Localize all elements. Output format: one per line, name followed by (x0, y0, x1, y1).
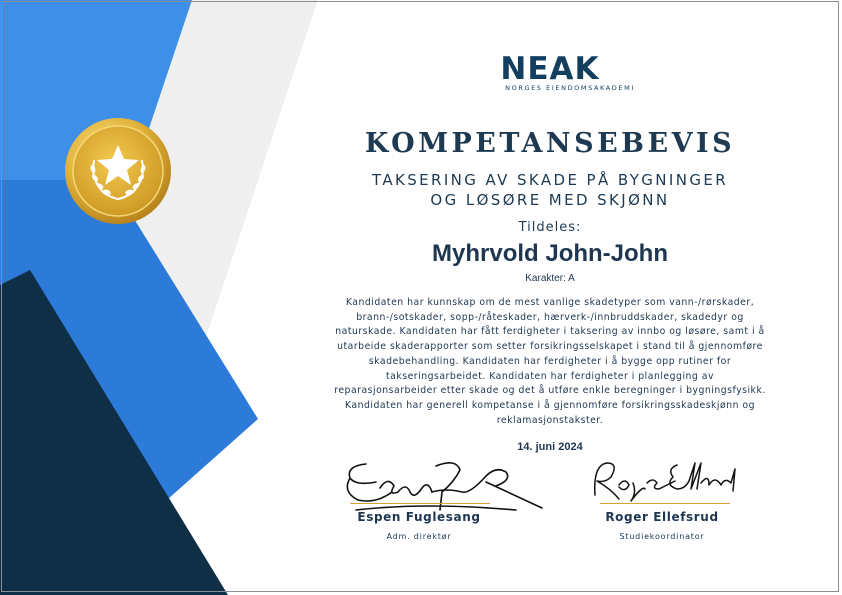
description-line: utarbeide skaderapporter som setter forsikringsselskapet i stand til å gjennomføre (337, 341, 763, 353)
description-line: brann-/sotskader, sopp-/råteskader, hærverk-/innbruddskader, skadedyr og (356, 311, 744, 323)
signature-block (562, 510, 762, 541)
signer-name: Espen Fuglesang (357, 510, 481, 524)
signer-role: Adm. direktør (386, 532, 452, 541)
signature-line (350, 503, 490, 504)
course-title (300, 170, 800, 210)
signature-block (319, 510, 519, 541)
recipient-name: Myhrvold John-John (432, 240, 668, 267)
description-line: takseringsarbeidet. Kandidaten har ferdigheter i planlegging av (386, 370, 714, 382)
signer-name: Roger Ellefsrud (605, 510, 719, 524)
signature-line (600, 503, 730, 504)
logo (300, 52, 800, 92)
logo-subtitle: NORGES EIENDOMSAKADEMI (505, 84, 635, 92)
certificate-title: KOMPETANSEBEVIS (364, 128, 736, 159)
description-line: Kandidaten har generell kompetanse i å gjennomføre forsikringsskadeskjønn og (344, 399, 756, 411)
description-line: skadebehandling. Kandidaten har ferdigheter i å bygge opp rutiner for (368, 355, 732, 367)
description-line: naturskade. Kandidaten har fått ferdigheter i taksering av innbo og løsøre, samt i å (335, 326, 765, 338)
description-line: Kandidaten har kunnskap om de mest vanlige skadetyper som vann-/rørskader, (345, 297, 755, 308)
grade: Karakter: A (525, 273, 575, 284)
course-title-line: OG LØSØRE MED SKJØNN (430, 191, 670, 209)
awarded-label: Tildeles: (518, 220, 582, 235)
gold-medal-icon (64, 117, 172, 225)
logo-wordmark: NEAK (500, 51, 600, 87)
description (300, 296, 800, 428)
description-line: reklamasjonstakster. (496, 414, 604, 426)
signer-role: Studiekoordinator (619, 532, 705, 541)
issue-date: 14. juni 2024 (517, 441, 583, 453)
signature-roger-image (585, 455, 755, 510)
description-line: reparasjonsarbeider etter skade og det å utføre enkle beregninger i bygningsfysikk. (334, 385, 766, 397)
course-title-line: TAKSERING AV SKADE PÅ BYGNINGER (371, 171, 729, 189)
